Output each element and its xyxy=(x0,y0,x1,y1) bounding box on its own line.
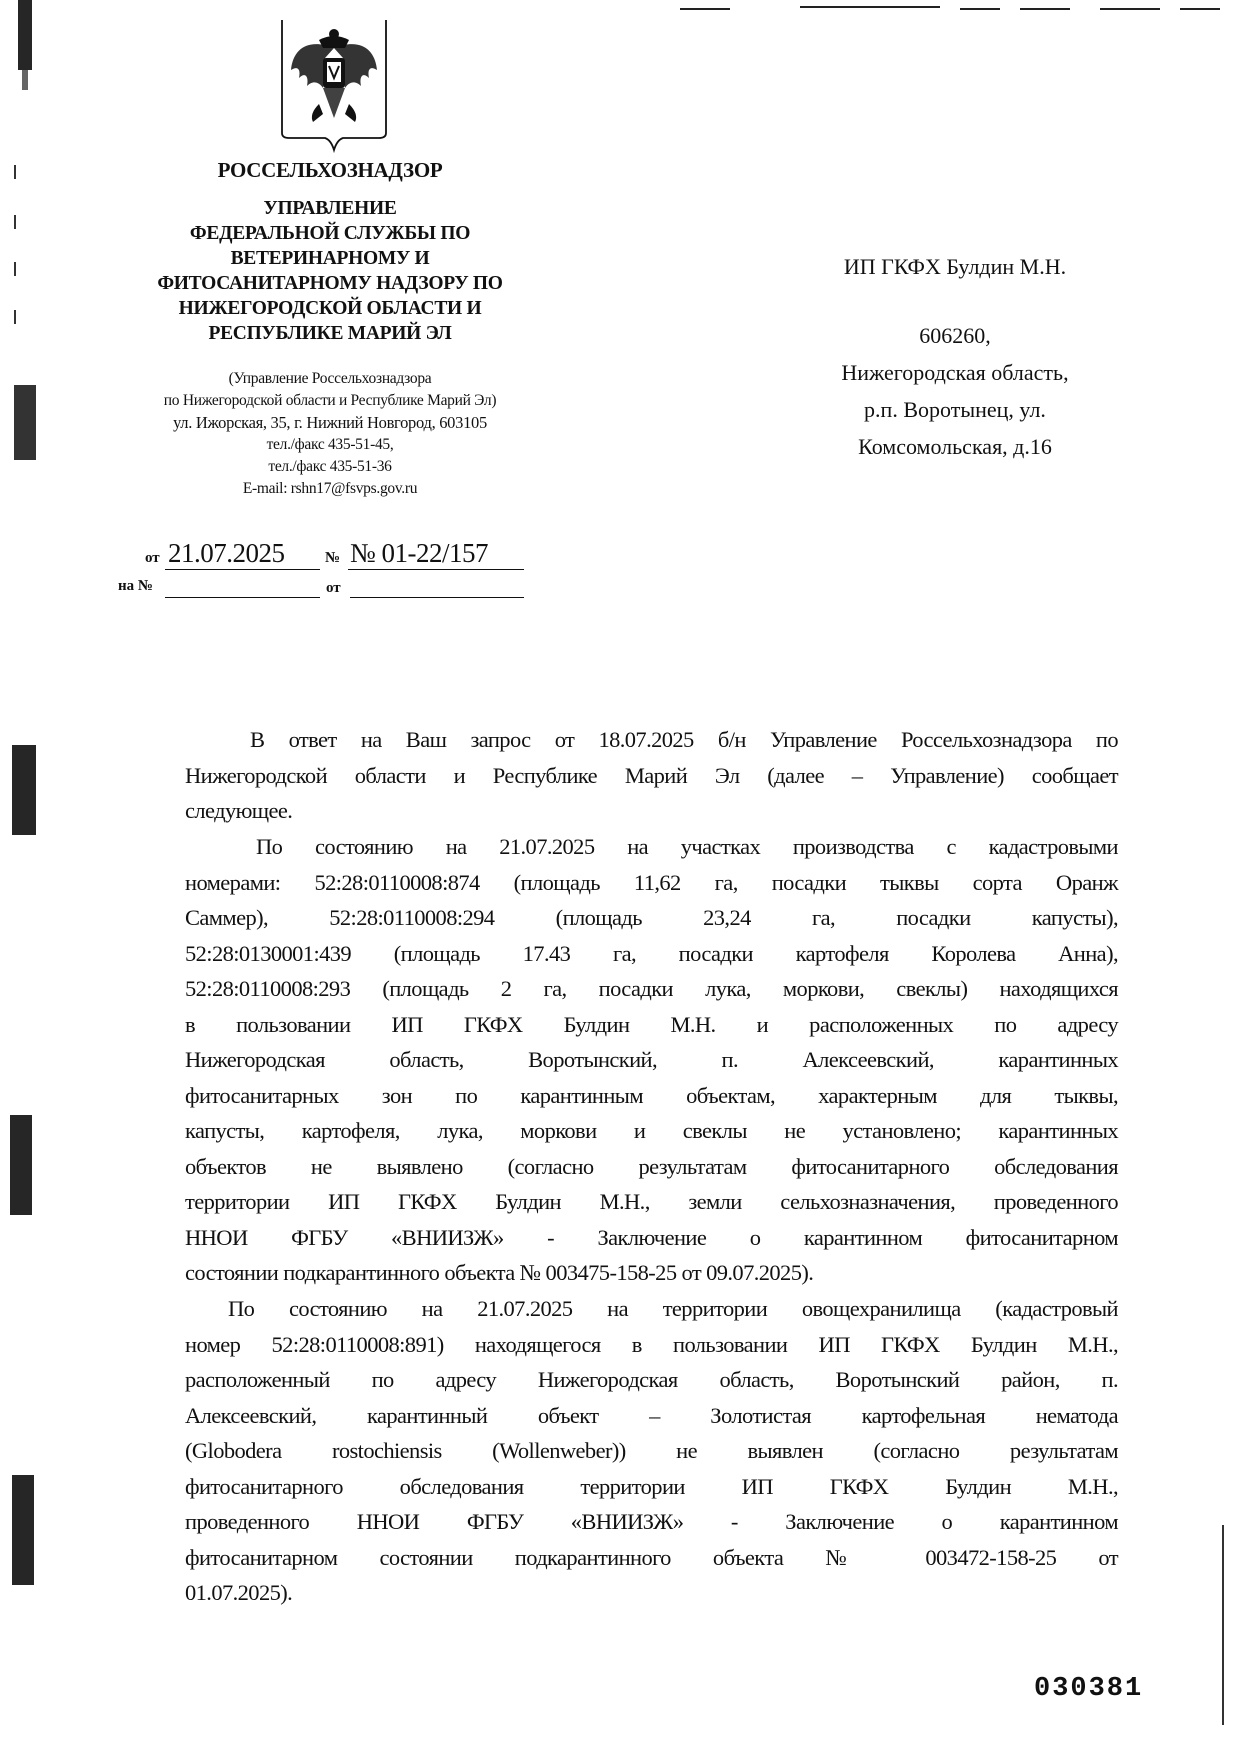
reference-number-blank xyxy=(165,597,320,598)
body-line: Нижегородской области и Республике Марий Эл (далее – Управление) сообщает xyxy=(185,763,1118,788)
coat-of-arms-emblem xyxy=(279,18,389,158)
document-number: № 01-22/157 xyxy=(350,538,489,568)
body-line: Саммер), 52:28:0110008:294 (площадь 23,24 га, посадки капусты), xyxy=(185,905,1118,930)
body-line: фитосанитарного обследования территории ИП ГКФХ Булдин М.Н., xyxy=(185,1474,1118,1499)
body-line: фитосанитарном состоянии подкарантинного объекта № 003472-158-25 от xyxy=(185,1545,1118,1570)
body-line: 01.07.2025). xyxy=(185,1580,293,1605)
contact-line: E-mail: rshn17@fsvps.gov.ru xyxy=(242,480,418,497)
contact-line: по Нижегородской области и Республике Марий Эл) xyxy=(163,392,497,409)
number-label: № xyxy=(325,550,341,566)
body-line: ННОИ ФГБУ «ВНИИЗЖ» - Заключение о карантинном фитосанитарном xyxy=(185,1225,1118,1250)
title-line: РЕСПУБЛИКЕ МАРИЙ ЭЛ xyxy=(208,323,452,344)
body-line: В ответ на Ваш запрос от 18.07.2025 б/н Управление Россельхознадзора по xyxy=(250,727,1118,752)
reference-number-label: на № xyxy=(118,578,153,594)
address-line: Нижегородская область, xyxy=(841,360,1069,385)
title-line: УПРАВЛЕНИЕ xyxy=(263,198,397,219)
contact-line: тел./факс 435-51-36 xyxy=(268,458,392,475)
body-line: По состоянию на 21.07.2025 на территории овощехранилища (кадастровый xyxy=(228,1296,1118,1321)
date-label: от xyxy=(145,550,160,566)
body-line: 52:28:0110008:293 (площадь 2 га, посадки лука, моркови, свеклы) находящихся xyxy=(185,976,1118,1001)
body-line: номерами: 52:28:0110008:874 (площадь 11,62 га, посадки тыквы сорта Оранж xyxy=(185,870,1118,895)
agency-name: РОССЕЛЬХОЗНАДЗОР xyxy=(217,158,443,182)
address-line: 606260, xyxy=(919,323,991,348)
letterhead-title xyxy=(120,196,540,346)
address-line: р.п. Воротынец, ул. xyxy=(864,397,1046,422)
title-line: ФИТОСАНИТАРНОМУ НАДЗОРУ ПО xyxy=(157,273,503,294)
body-line: в пользовании ИП ГКФХ Булдин М.Н. и расположенных по адресу xyxy=(185,1012,1118,1037)
contact-line: (Управление Россельхознадзора xyxy=(228,370,432,387)
body-line: расположенный по адресу Нижегородская область, Воротынский район, п. xyxy=(185,1367,1118,1392)
body-line: состоянии подкарантинного объекта № 003475-158-25 от 09.07.2025). xyxy=(185,1260,814,1285)
title-line: НИЖЕГОРОДСКОЙ ОБЛАСТИ И xyxy=(178,298,482,319)
body-line: территории ИП ГКФХ Булдин М.Н., земли сельхозназначения, проведенного xyxy=(185,1189,1118,1214)
body-line: проведенного ННОИ ФГБУ «ВНИИЗЖ» - Заключение о карантинном xyxy=(185,1509,1118,1534)
body-line: Нижегородская область, Воротынский, п. Алексеевский, карантинных xyxy=(185,1047,1118,1072)
address-line: Комсомольская, д.16 xyxy=(858,434,1052,459)
recipient-block xyxy=(780,248,1130,465)
recipient-name: ИП ГКФХ Булдин М.Н. xyxy=(843,254,1067,279)
reference-date-blank xyxy=(350,597,524,598)
body-line: По состоянию на 21.07.2025 на участках производства с кадастровыми xyxy=(256,834,1118,859)
body-line: следующее. xyxy=(185,798,293,823)
body-line: 52:28:0130001:439 (площадь 17.43 га, посадки картофеля Королева Анна), xyxy=(185,941,1118,966)
body-line: (Globodera rostochiensis (Wollenweber)) не выявлен (согласно результатам xyxy=(185,1438,1118,1463)
contact-line: тел./факс 435-51-45, xyxy=(266,436,394,453)
document-date: 21.07.2025 xyxy=(168,538,285,568)
body-line: фитосанитарных зон по карантинным объектам, характерным для тыквы, xyxy=(185,1083,1118,1108)
body-line: Алексеевский, карантинный объект – Золотистая картофельная нематода xyxy=(185,1403,1118,1428)
body-line: объектов не выявлено (согласно результатам фитосанитарного обследования xyxy=(185,1154,1118,1179)
body-line: номер 52:28:0110008:891) находящегося в пользовании ИП ГКФХ Булдин М.Н., xyxy=(185,1332,1118,1357)
title-line: ВЕТЕРИНАРНОМУ И xyxy=(230,248,430,269)
title-line: ФЕДЕРАЛЬНОЙ СЛУЖБЫ ПО xyxy=(189,223,471,244)
body-line: капусты, картофеля, лука, моркови и свеклы не установлено; карантинных xyxy=(185,1118,1118,1143)
serial-number: 030381 xyxy=(1034,1674,1144,1704)
letterhead-contacts xyxy=(110,368,550,500)
reference-date-label: от xyxy=(326,580,341,596)
contact-line: ул. Ижорская, 35, г. Нижний Новгород, 603105 xyxy=(173,413,487,432)
